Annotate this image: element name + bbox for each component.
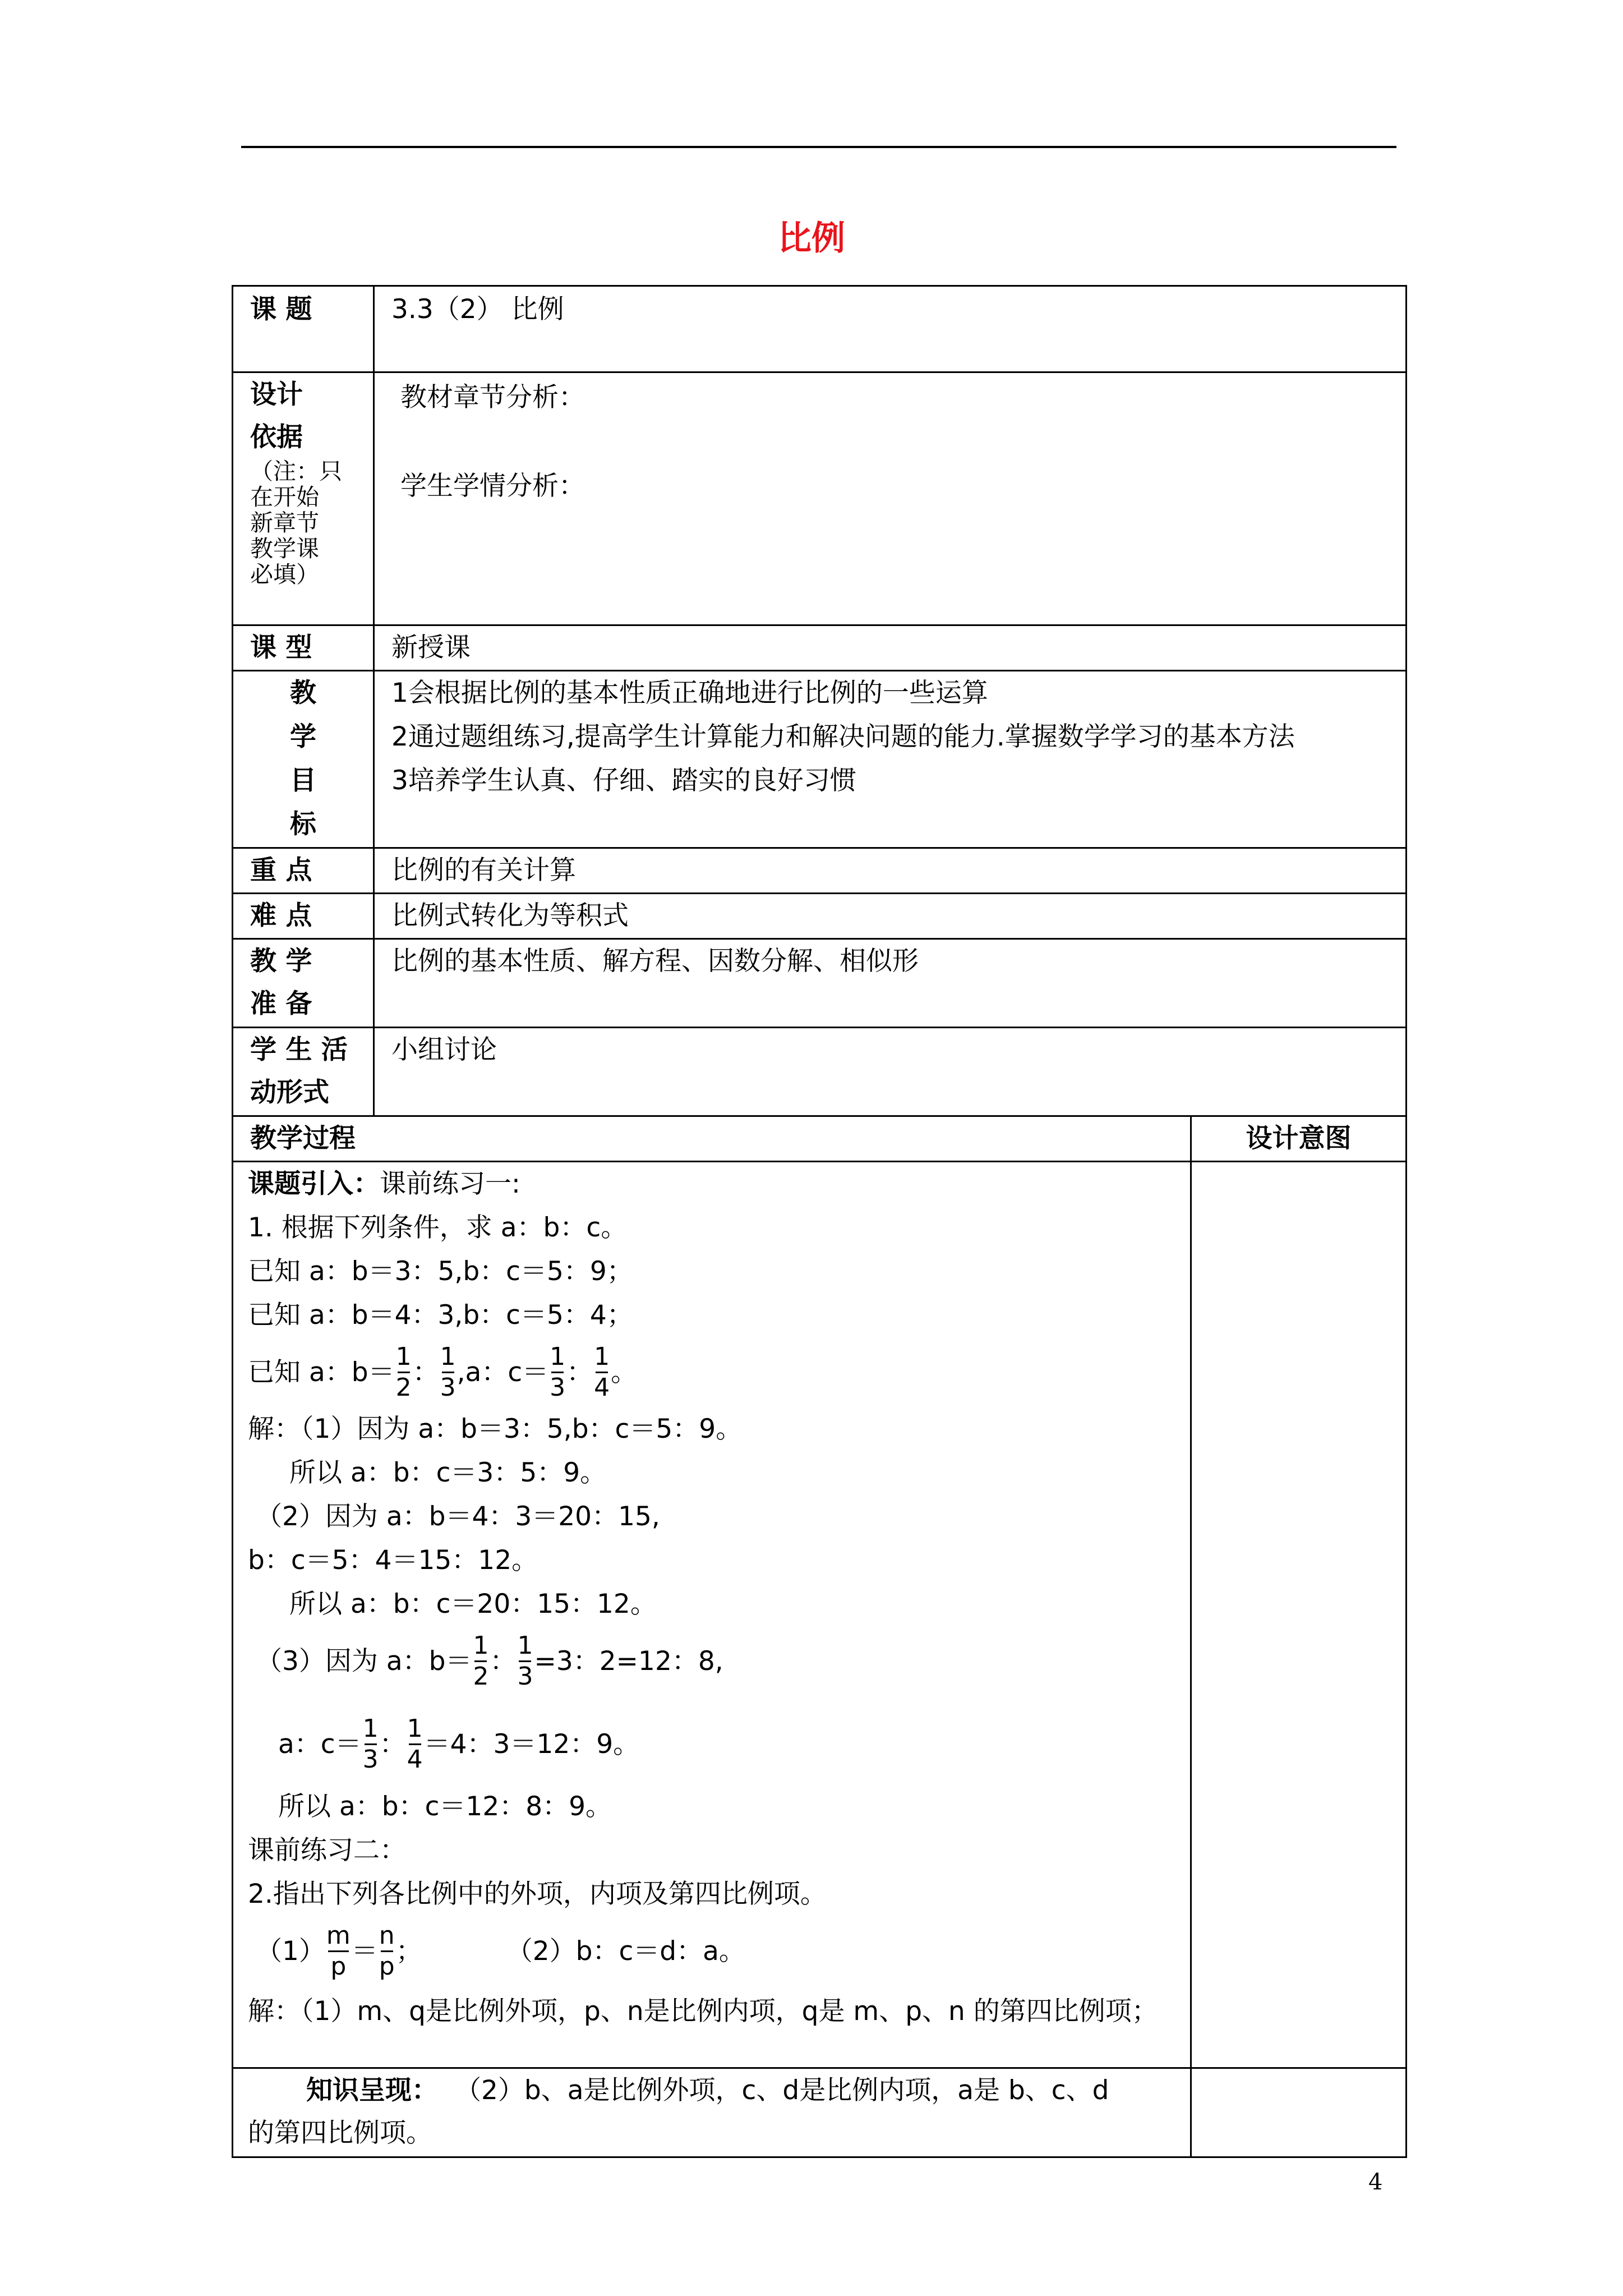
goal-item: 3培养学生认真、仔细、踏实的良好习惯 (391, 765, 856, 796)
topic-value: 3.3（2） 比例 (391, 294, 564, 325)
process-header: 教学过程 (250, 1123, 356, 1154)
fraction: $\frac{n}{p}$ (379, 1921, 395, 1981)
condition-3: 已知 a：b＝ $\frac{1}{2}$ ： $\frac{1}{3}$ ,a：c＝ $\frac{1}{3}$ ： $\frac{1}{4}$ 。 (248, 1342, 638, 1402)
row-key-point (232, 847, 1407, 892)
row-knowledge (232, 2067, 1407, 2158)
type-label: 课 型 (250, 632, 312, 663)
intro-line: 课题引入：课前练习一: (248, 1168, 520, 1199)
solution-2: （2）因为 a：b＝4：3＝20：15, (256, 1501, 660, 1532)
fraction: $\frac{1}{4}$ (594, 1342, 610, 1402)
answer-1: 解：（1）m、q是比例外项，p、n是比例内项，q是 m、p、n 的第四比例项； (248, 1996, 1158, 2027)
practice-2-title: 课前练习二： (248, 1835, 406, 1866)
intent-header: 设计意图 (1246, 1123, 1352, 1154)
goals-label-char: 学 (290, 721, 316, 752)
row-design-basis (232, 371, 1407, 624)
design-value-2: 学生学情分析： (400, 471, 585, 501)
prep-value: 比例的基本性质、解方程、因数分解、相似形 (391, 946, 919, 977)
row-process-header (232, 1115, 1407, 1161)
row-preparation (232, 938, 1407, 1027)
question-2-items: （1） $\frac{m}{p}$ ＝ $\frac{n}{p}$ ； （2）b：c＝d：a。 (256, 1921, 745, 1981)
row-process-body (232, 1161, 1407, 2067)
key-label: 重 点 (250, 855, 312, 886)
fraction: $\frac{1}{4}$ (407, 1714, 423, 1774)
goals-label-char: 标 (290, 809, 316, 840)
design-label-1: 设计 (250, 379, 303, 410)
fraction: $\frac{1}{3}$ (440, 1342, 456, 1402)
type-value: 新授课 (391, 632, 471, 663)
solution-3: （3）因为 a：b＝ $\frac{1}{2}$ ： $\frac{1}{3}$ =3：2=12：8, (256, 1631, 723, 1691)
question-1: 1. 根据下列条件，求 a：b：c。 (248, 1212, 628, 1243)
key-value: 比例的有关计算 (391, 855, 576, 886)
prep-label-1: 教 学 (250, 946, 312, 977)
difficult-label: 难 点 (250, 900, 312, 931)
fraction: $\frac{1}{3}$ (362, 1714, 379, 1774)
answer-2b: 的第四比例项。 (248, 2118, 432, 2148)
row-difficult-point (232, 892, 1407, 938)
fraction: $\frac{1}{3}$ (517, 1631, 533, 1691)
row-goals (232, 670, 1407, 847)
solution-1: 解：（1）因为 a：b＝3：5,b：c＝5：9。 (248, 1414, 743, 1444)
row-activity (232, 1027, 1407, 1115)
row-topic (232, 285, 1407, 371)
solution-3b: a：c＝ $\frac{1}{3}$ ： $\frac{1}{4}$ ＝4：3＝12：9。 (278, 1714, 640, 1774)
page-title: 比例 (778, 219, 845, 258)
activity-value: 小组讨论 (391, 1034, 497, 1065)
page-number: 4 (1368, 2169, 1383, 2195)
goal-item: 2通过题组练习,提高学生计算能力和解决问题的能力.掌握数学学习的基本方法 (391, 721, 1295, 752)
prep-label-2: 准 备 (250, 988, 312, 1019)
solution-2b: b：c＝5：4＝15：12。 (248, 1545, 538, 1576)
design-label-2: 依据 (250, 422, 303, 453)
solution-1b: 所以 a：b：c＝3：5：9。 (289, 1457, 607, 1488)
topic-label: 课 题 (250, 294, 312, 325)
header-rule (241, 146, 1396, 148)
condition-1: 已知 a：b＝3：5,b：c＝5：9； (248, 1256, 633, 1287)
question-2: 2.指出下列各比例中的外项，内项及第四比例项。 (248, 1879, 827, 1910)
fraction: $\frac{1}{2}$ (473, 1631, 489, 1691)
difficult-value: 比例式转化为等积式 (391, 900, 629, 931)
goals-label-char: 教 (290, 678, 316, 708)
solution-3c: 所以 a：b：c＝12：8：9。 (278, 1791, 612, 1822)
goal-item: 1会根据比例的基本性质正确地进行比例的一些运算 (391, 678, 988, 708)
fraction: $\frac{1}{3}$ (550, 1342, 566, 1402)
fraction: $\frac{1}{2}$ (395, 1342, 412, 1402)
lesson-plan-table (232, 285, 1407, 2158)
knowledge-line: 知识呈现： （2）b、a是比例外项，c、d是比例内项，a是 b、c、d (306, 2075, 1109, 2106)
solution-2c: 所以 a：b：c＝20：15：12。 (289, 1589, 657, 1619)
design-note: （注：只 在开始 新章节 教学课 必填） (250, 458, 342, 588)
design-value-1: 教材章节分析： (400, 382, 585, 413)
fraction: $\frac{m}{p}$ (326, 1921, 351, 1981)
goals-label-char: 目 (290, 765, 316, 796)
row-type (232, 624, 1407, 670)
activity-label-1: 学 生 活 (250, 1034, 348, 1065)
condition-2: 已知 a：b＝4：3,b：c＝5：4； (248, 1300, 633, 1331)
activity-label-2: 动形式 (250, 1077, 329, 1108)
